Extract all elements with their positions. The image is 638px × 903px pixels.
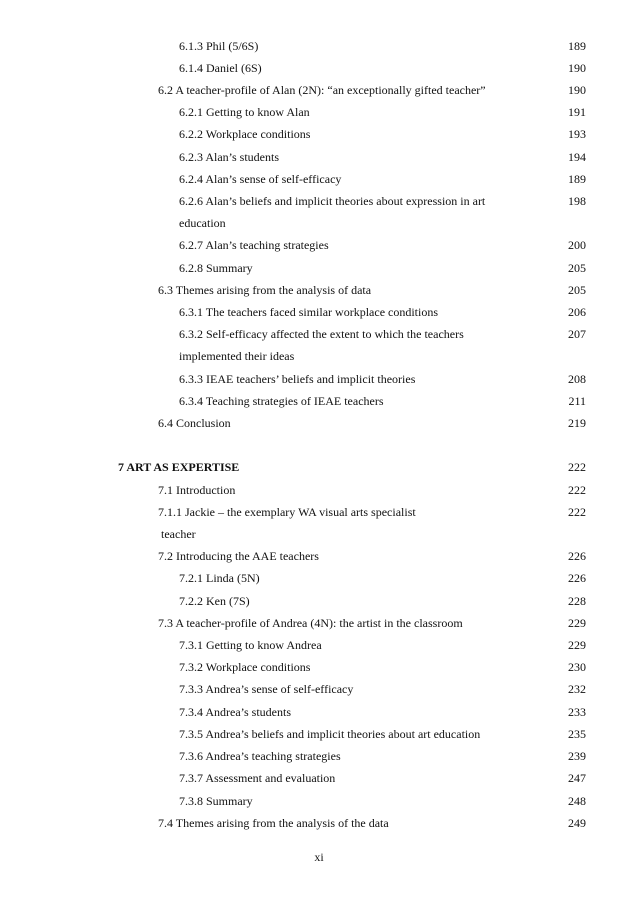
toc-entry-page: 200 [568, 238, 586, 252]
toc-entry-title: 7.4 Themes arising from the analysis of the data [158, 816, 389, 830]
toc-entry-title: 7.3.2 Workplace conditions [179, 660, 311, 674]
toc-entry-title: 7.3.4 Andrea’s students [179, 705, 291, 719]
toc-entry-page: 249 [568, 816, 586, 830]
toc-entry [0, 547, 638, 565]
toc-entry [0, 414, 638, 432]
toc-entry-page: 206 [568, 305, 586, 319]
toc-entry-page: 239 [568, 749, 586, 763]
toc-entry-page: 228 [568, 594, 586, 608]
toc-entry [0, 148, 638, 166]
toc-entry [0, 103, 638, 121]
toc-entry-title: 6.3.1 The teachers faced similar workplace conditions [179, 305, 439, 319]
toc-entry-title: 6.3.4 Teaching strategies of IEAE teachers [179, 394, 384, 408]
toc-entry [0, 747, 638, 765]
page-number: xi [314, 850, 324, 864]
toc-entry [0, 703, 638, 721]
toc-entry-continuation [0, 214, 638, 232]
toc-entry-title: 6.1.4 Daniel (6S) [179, 61, 262, 75]
toc-entry-title: 7.1.1 Jackie – the exemplary WA visual arts specialist [158, 505, 416, 519]
toc-entry-page: 222 [568, 483, 586, 497]
toc-entry [0, 814, 638, 832]
toc-entry [0, 658, 638, 676]
toc-entry-title: 7.3.5 Andrea’s beliefs and implicit theories about art education [179, 727, 481, 741]
toc-entry-page: 211 [568, 394, 586, 408]
toc-entry-page: 232 [568, 682, 586, 696]
toc-entry-page: 247 [568, 771, 586, 785]
toc-entry [0, 370, 638, 388]
toc-entry-page: 208 [568, 372, 586, 386]
toc-entry-page: 191 [568, 105, 586, 119]
toc-entry [0, 170, 638, 188]
toc-entry-continuation [0, 347, 638, 365]
toc-entry-title: 7.3.3 Andrea’s sense of self-efficacy [179, 682, 354, 696]
toc-entry-title: 6.2.3 Alan’s students [179, 150, 280, 164]
toc-entry [0, 569, 638, 587]
toc-entry-title: 7.2.2 Ken (7S) [179, 594, 250, 608]
toc-entry-page: 190 [568, 83, 586, 97]
toc-entry-title: 6.2.1 Getting to know Alan [179, 105, 310, 119]
toc-entry-title: 6.1.3 Phil (5/6S) [179, 39, 259, 53]
toc-entry-title: 7.3.8 Summary [179, 794, 253, 808]
toc-entry-page: 205 [568, 261, 586, 275]
toc-entry-title: 7.3.7 Assessment and evaluation [179, 771, 336, 785]
toc-entry [0, 769, 638, 787]
toc-entry-title: 6.3 Themes arising from the analysis of data [158, 283, 372, 297]
toc-entry [0, 303, 638, 321]
toc-entry-page: 207 [568, 327, 586, 341]
toc-entry [0, 281, 638, 299]
toc-entry [0, 325, 638, 343]
toc-entry [0, 392, 638, 410]
toc-entry-title: 6.2.7 Alan’s teaching strategies [179, 238, 329, 252]
toc-entry-title: 6.2 A teacher-profile of Alan (2N): “an exceptionally gifted teacher” [158, 83, 486, 97]
toc-entry-title: 7 ART AS EXPERTISE [118, 460, 240, 474]
toc-entry-title: 6.3.2 Self-efficacy affected the extent to which the teachers [179, 327, 464, 341]
toc-chapter-heading [0, 458, 638, 476]
toc-entry [0, 125, 638, 143]
toc-entry [0, 37, 638, 55]
toc-entry-title: education [179, 216, 226, 230]
toc-entry-title: 6.2.4 Alan’s sense of self-efficacy [179, 172, 342, 186]
toc-entry [0, 481, 638, 499]
toc-entry-title: 6.2.8 Summary [179, 261, 253, 275]
toc-entry-page: 190 [568, 61, 586, 75]
toc-entry [0, 81, 638, 99]
toc-entry-title: teacher [161, 527, 196, 541]
toc-entry [0, 259, 638, 277]
toc-entry-page: 222 [568, 505, 586, 519]
toc-entry [0, 503, 638, 521]
toc-entry-title: 6.3.3 IEAE teachers’ beliefs and implicit theories [179, 372, 416, 386]
toc-entry-title: 6.2.6 Alan’s beliefs and implicit theories about expression in art [179, 194, 486, 208]
toc-entry-continuation [0, 525, 638, 543]
toc-entry-page: 198 [568, 194, 586, 208]
toc-entry-page: 229 [568, 616, 586, 630]
toc-entry [0, 614, 638, 632]
toc-entry-title: 6.2.2 Workplace conditions [179, 127, 311, 141]
toc-entry-page: 233 [568, 705, 586, 719]
toc-entry-page: 222 [568, 460, 586, 474]
toc-entry-page: 226 [568, 549, 586, 563]
toc-entry-title: implemented their ideas [179, 349, 295, 363]
toc-entry-page: 229 [568, 638, 586, 652]
toc-entry [0, 592, 638, 610]
toc-entry-page: 235 [568, 727, 586, 741]
toc-entry [0, 59, 638, 77]
toc-entry-title: 7.2.1 Linda (5N) [179, 571, 260, 585]
toc-entry [0, 792, 638, 810]
toc-entry-page: 230 [568, 660, 586, 674]
toc-entry-page: 226 [568, 571, 586, 585]
toc-entry [0, 236, 638, 254]
toc-entry-title: 7.3.1 Getting to know Andrea [179, 638, 322, 652]
toc-entry-page: 219 [568, 416, 586, 430]
toc-entry [0, 192, 638, 210]
toc-entry-page: 194 [568, 150, 586, 164]
toc-entry-title: 7.1 Introduction [158, 483, 236, 497]
toc-entry [0, 680, 638, 698]
toc-entry-page: 193 [568, 127, 586, 141]
toc-entry-page: 205 [568, 283, 586, 297]
toc-entry-title: 7.2 Introducing the AAE teachers [158, 549, 319, 563]
toc-entry [0, 636, 638, 654]
toc-entry [0, 725, 638, 743]
toc-entry-page: 189 [568, 39, 586, 53]
toc-entry-title: 6.4 Conclusion [158, 416, 231, 430]
toc-entry-page: 189 [568, 172, 586, 186]
toc-entry-title: 7.3.6 Andrea’s teaching strategies [179, 749, 341, 763]
toc-entry-title: 7.3 A teacher-profile of Andrea (4N): the artist in the classroom [158, 616, 463, 630]
toc-entry-page: 248 [568, 794, 586, 808]
